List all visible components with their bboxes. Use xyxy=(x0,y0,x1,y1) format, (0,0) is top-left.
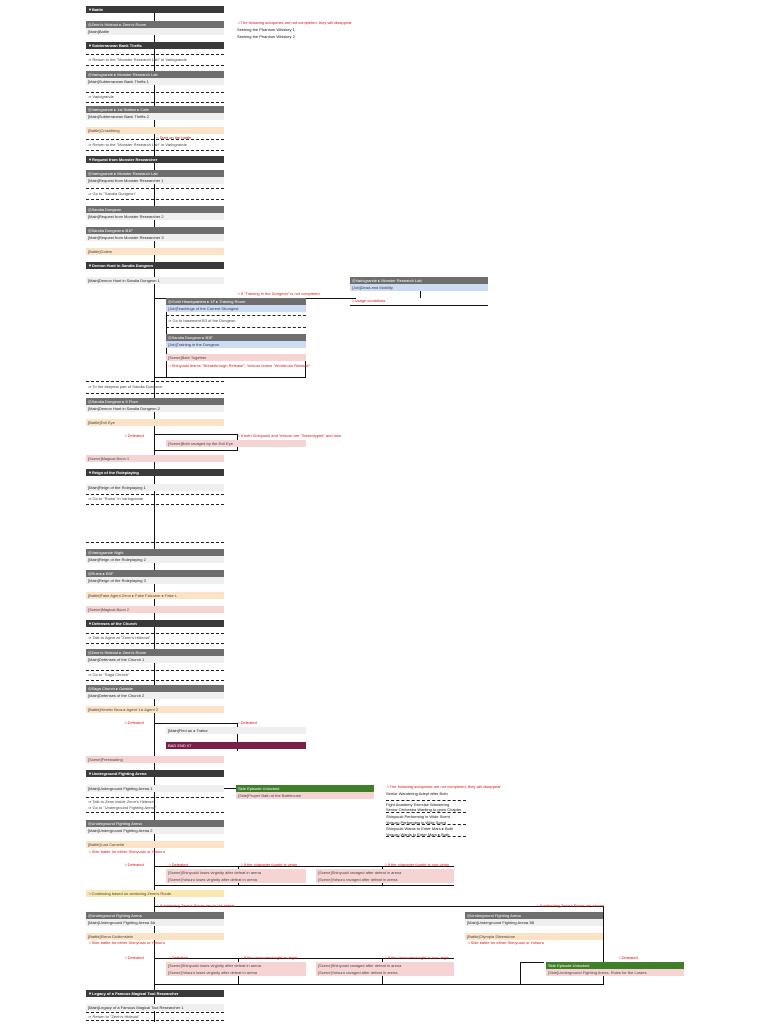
route-text: ⇒ Talk to Agent at "Zenn's Hideout" xyxy=(88,635,151,640)
route-text: ⇒ Go to "Ruins" in Varlogrande xyxy=(88,496,144,501)
note-text: ☆Start on the battle xyxy=(156,135,192,140)
note-text: ☆If the character fought is non-virgin xyxy=(384,955,450,960)
main-quest-node: [Main]Fled as a Traitor xyxy=(166,727,306,734)
section-header: ▼Request from Monster Researcher xyxy=(86,156,224,163)
main-quest-node: [Main]Request from Monster Researcher 2 xyxy=(86,213,224,220)
dashed-divider xyxy=(86,150,224,151)
main-quest-node: [Main]Battle xyxy=(86,28,224,35)
scene-node: [Scene]Shinyuuki loses virginity after defeat in arena xyxy=(166,962,306,969)
dashed-divider xyxy=(86,1020,224,1021)
bad-end-node: BAD END 07 xyxy=(166,742,306,749)
branch-line xyxy=(520,962,521,984)
route-text: ⇒ Go to "Underground Fighting Arena" xyxy=(88,805,157,810)
location-node: ◎Underground Fighting Arena xyxy=(465,912,603,919)
note-text: ☆Usage conditions xyxy=(351,298,386,303)
battle-node: [Battle]Olympia Silverstone xyxy=(465,933,603,940)
dashed-divider xyxy=(86,680,224,681)
main-quest-node: [Main]Underground Fighting Arena 1 xyxy=(86,785,224,792)
dashed-divider xyxy=(86,54,224,55)
branch-line xyxy=(154,984,604,985)
section-header: ▼Battle xyxy=(86,6,224,13)
note-text: ☆Defeated xyxy=(237,720,257,725)
dashed-divider xyxy=(86,139,224,140)
note-text: ☆Side battle for either Shinyuuki or Yotsuru xyxy=(88,940,165,945)
main-quest-node: [Main]Legacy of a Famous Magical Tool Researcher 1 xyxy=(86,1004,224,1011)
scene-node: [Scene]Freeloading xyxy=(86,756,224,763)
battle-node: [Battle]Lust Carnelia xyxy=(86,841,224,848)
subquest-text: Fight Academy Exercise Wandering xyxy=(386,802,450,807)
note-text: ☆Defeated xyxy=(168,955,188,960)
location-node: ◎Varlogrande ▸ Monster Research Lab xyxy=(350,277,488,284)
subquest-text: Seeking the Phantom Whiskey 2 xyxy=(237,34,295,39)
dashed-divider xyxy=(86,393,224,394)
subquest-text: Shinyuuki Performing in Wide Scent xyxy=(386,814,450,819)
section-header: ▼Reign of the Roleplaying xyxy=(86,469,224,476)
scene-node: [Scene]Shinyuuki ravaged after defeat in arena xyxy=(316,869,454,876)
location-node: ◎Sandia Dungeon ▸ B3F xyxy=(166,334,306,341)
section-header: ▼Demon Hunt in Sandia Dungeon xyxy=(86,262,224,269)
section-header: ▼Subterranean Bank Thefts xyxy=(86,42,224,49)
scene-node: [Scene]Bath Together xyxy=(166,354,306,361)
scene-node: [Scene]Yotsuru ravaged after defeat in arena xyxy=(316,969,454,976)
scene-node: [Scene]Shinyuuki ravaged after defeat in arena xyxy=(316,962,454,969)
battle-node: [Battle]Fake Agent Zenn ▸ Fake Falconer ▸ Fake L xyxy=(86,592,224,599)
route-text: ⇒ Talk to Zenn inside Zenn's Hideout xyxy=(88,799,154,804)
scene-node: [Scene]Both ravaged by the Evil Eye xyxy=(166,440,306,447)
battle-node: [Battle]Crossfiring xyxy=(86,127,224,134)
dashed-divider xyxy=(386,800,466,801)
route-text: ⇒ Varlogrande xyxy=(88,94,114,99)
location-node: ◎Sandia Dungeon ▸ B1F xyxy=(86,227,224,234)
dashed-divider xyxy=(86,102,224,103)
dashed-divider xyxy=(166,315,306,316)
location-node: ◎Ruins ▸ B3F xyxy=(86,570,224,577)
subquest-text: Senior Orchestra Wanting to grow Chapter xyxy=(386,807,462,812)
branch-line xyxy=(420,290,421,298)
subquest-text: Shinyuuki Wants to Enter Mars ▸ Both xyxy=(386,826,454,831)
branch-line xyxy=(154,885,454,886)
dashed-divider xyxy=(86,643,224,644)
section-header: ▼Legacy of a Famous Magical Tool Researcher xyxy=(86,990,224,997)
route-text: ⇒ To the deepest part of Sandia Dungeon xyxy=(88,384,162,389)
main-quest-node: [Main]Defenses of the Church 1 xyxy=(86,656,224,663)
scene-node: [Scene]Magical Boon 2 xyxy=(86,606,224,613)
main-quest-node: [Main]Underground Fighting Arena 3A xyxy=(86,919,224,926)
note-text: ☆Shinyuuki learns "Breakthrough Release", Yotsuru learns "Wondrous Release" xyxy=(168,363,311,368)
dashed-divider xyxy=(86,1012,224,1013)
battle-node: [Battle]Elena Goldenstein xyxy=(86,933,224,940)
subquest-text: Senior Wandering Adept after Both xyxy=(386,791,448,796)
section-header: ▼Underground Fighting Arena xyxy=(86,770,224,777)
note-text: ☆Defeated xyxy=(168,862,188,867)
route-text: ⇒ Return to "Zenn's Hideout" xyxy=(88,1014,140,1019)
scene-node: [Scene]Yotsuru loses virginity after defeat in arena xyxy=(166,969,306,976)
dashed-divider xyxy=(86,188,224,189)
location-node: ◎Zenn's Hideout ▸ Zenn's Room xyxy=(86,649,224,656)
dashed-divider xyxy=(86,542,224,543)
note-text: ☆Defeated xyxy=(124,433,144,438)
main-quest-node: [Main]Underground Fighting Arena 3B xyxy=(465,919,603,926)
section-header: ▼Defenses of the Church xyxy=(86,620,224,627)
note-text: ☆Defeated xyxy=(618,955,638,960)
battle-node: [Battle]Heretic Bros ▸ Agent 1 ▸ Agent 2 xyxy=(86,706,224,713)
dashed-divider xyxy=(86,812,224,813)
note-text: ☆If the character fought is virgin xyxy=(240,862,298,867)
branch-line xyxy=(350,305,488,306)
note-text: ☆If the character fought is virgin xyxy=(240,955,298,960)
job-node: [Job]Teachings of the Current Strongest xyxy=(166,305,306,312)
location-node: ◎Sandia Dungeon xyxy=(86,206,224,213)
branch-line xyxy=(154,434,238,435)
note-text: ☆The following subquests are not completed, they will disappear xyxy=(386,784,501,789)
location-node: ◎Zenn's Hideout ▸ Zenn's Room xyxy=(86,21,224,28)
main-quest-node: [Main]Demon Hunt in Sandia Dungeon 1 xyxy=(86,277,224,284)
main-quest-node: [Main]Underground Fighting Arena 2 xyxy=(86,827,224,834)
note-text: ☆If achieving Zenn's Route are shown xyxy=(536,903,605,908)
note-text: ☆The following subquests are not completed, they will disappear xyxy=(237,20,352,25)
branch-line xyxy=(154,298,166,299)
subquest-text: Yotsuru Performing in Wide Scent xyxy=(386,820,446,825)
dashed-divider xyxy=(86,199,224,200)
subquest-text: Yotsuru Wants to Enter Mars ▸ Both xyxy=(386,832,450,837)
dashed-divider xyxy=(86,670,224,671)
note-text: ☆Defeated xyxy=(124,720,144,725)
dashed-divider xyxy=(86,381,224,382)
main-quest-node: [Main]Defenses of the Church 2 xyxy=(86,692,224,699)
note-text: ☆If both Shinyuuki and Yotsuru are "Stereotyped" and lose xyxy=(237,433,342,438)
battle-node: [Battle]Evil Eye xyxy=(86,419,224,426)
side-unlock-node: Side Episode Unlocked xyxy=(546,962,684,969)
note-text: ☆If achieving Zenn's Route are in 1st defeat xyxy=(156,903,235,908)
note-text: ☆Defeated xyxy=(124,862,144,867)
note-text: ☆Side battle for either Shinyuuki or Yotsuru xyxy=(467,940,544,945)
note-text: ☆If the character fought is non-virgin xyxy=(384,862,450,867)
side-scene-node: [Side]Underground Fighting Arena, Rules for the Losers xyxy=(546,969,684,976)
scene-node: [Scene]Magical Boon 1 xyxy=(86,455,224,462)
main-quest-node: [Main]Reign of the Roleplaying 2 xyxy=(86,556,224,563)
dashed-divider xyxy=(86,65,224,66)
main-quest-node: [Main]Request from Monster Researcher 3 xyxy=(86,234,224,241)
dashed-divider xyxy=(86,633,224,634)
branch-line xyxy=(154,723,238,724)
location-node: ◎Guild Headquarters ▸ 1F ▸ Training Room xyxy=(166,298,306,305)
route-text: ⇒ Go to "Saga Church" xyxy=(88,672,130,677)
location-node: ◎Sandia Dungeon ▸ 5 Floor xyxy=(86,398,224,405)
note-text: ☆Side battle for either Shinyuuki or Yotsuru xyxy=(88,849,165,854)
scene-node: [Scene]Yotsuru loses virginity after defeat in arena xyxy=(166,876,306,883)
subquest-text: Seeking the Phantom Whiskey 1 xyxy=(237,27,295,32)
location-node: ◎Underground Fighting Arena xyxy=(86,820,224,827)
route-text: ⇒ Return to the "Monster Research Lab" in Varlogrande xyxy=(88,142,187,147)
note-text: ☆If "Training in the Dungeon" is not completed xyxy=(237,291,320,296)
main-quest-node: [Main]Reign of the Roleplaying 1 xyxy=(86,484,224,491)
location-node: ◎Varlogrande ▸ 1st Station ▸ Cafe xyxy=(86,106,224,113)
main-quest-node: [Main]Request from Monster Researcher 1 xyxy=(86,177,224,184)
dashed-divider xyxy=(86,92,224,93)
main-quest-node: [Main]Demon Hunt in Sandia Dungeon 2 xyxy=(86,405,224,412)
dashed-divider xyxy=(86,797,224,798)
route-text: ⇒ Go to "Sandia Dungeon" xyxy=(88,191,136,196)
branch-line xyxy=(154,450,238,451)
scene-node: [Scene]Yotsuru ravaged after defeat in arena xyxy=(316,876,454,883)
side-scene-node: [Side]Proper Bath at the Bathhouse xyxy=(236,792,374,799)
location-node: ◎Varlogrande ▸ Monster Research Lab xyxy=(86,71,224,78)
location-node: ◎Underground Fighting Arena xyxy=(86,912,224,919)
battle-node: [Battle]Golem xyxy=(86,248,224,255)
dashed-divider xyxy=(86,494,224,495)
main-quest-node: [Main]Reign of the Roleplaying 3 xyxy=(86,577,224,584)
main-quest-node: [Main]Subterranean Bank Thefts 2 xyxy=(86,113,224,120)
branch-line xyxy=(154,377,306,378)
location-node: ◎Saga Church ▸ Outside xyxy=(86,685,224,692)
location-node: ◎Varlogrande Night xyxy=(86,549,224,556)
route-text: ⇒ Return to the "Monster Research Lab" in Varlogrande xyxy=(88,57,187,62)
scene-node: [Scene]Shinyuuki loses virginity after defeat in arena xyxy=(166,869,306,876)
branch-line xyxy=(520,962,544,963)
dashed-divider xyxy=(166,327,306,328)
note-text: ☆Defeated xyxy=(124,955,144,960)
route-condition-node: ☆Continuing based on achieving Zenn's Route xyxy=(86,890,224,897)
main-quest-node: [Main]Subterranean Bank Thefts 1 xyxy=(86,78,224,85)
dashed-divider xyxy=(86,504,224,505)
job-node: [Job]Dead-end Mobility xyxy=(350,284,488,291)
location-node: ◎Varlogrande ▸ Monster Research Lab xyxy=(86,170,224,177)
side-unlock-node: Side Episode Unlocked xyxy=(236,785,374,792)
route-text: ⇒ Go to basement B3 of the Dungeon xyxy=(168,318,236,323)
job-node: [Job]Training in the Dungeon xyxy=(166,341,306,348)
